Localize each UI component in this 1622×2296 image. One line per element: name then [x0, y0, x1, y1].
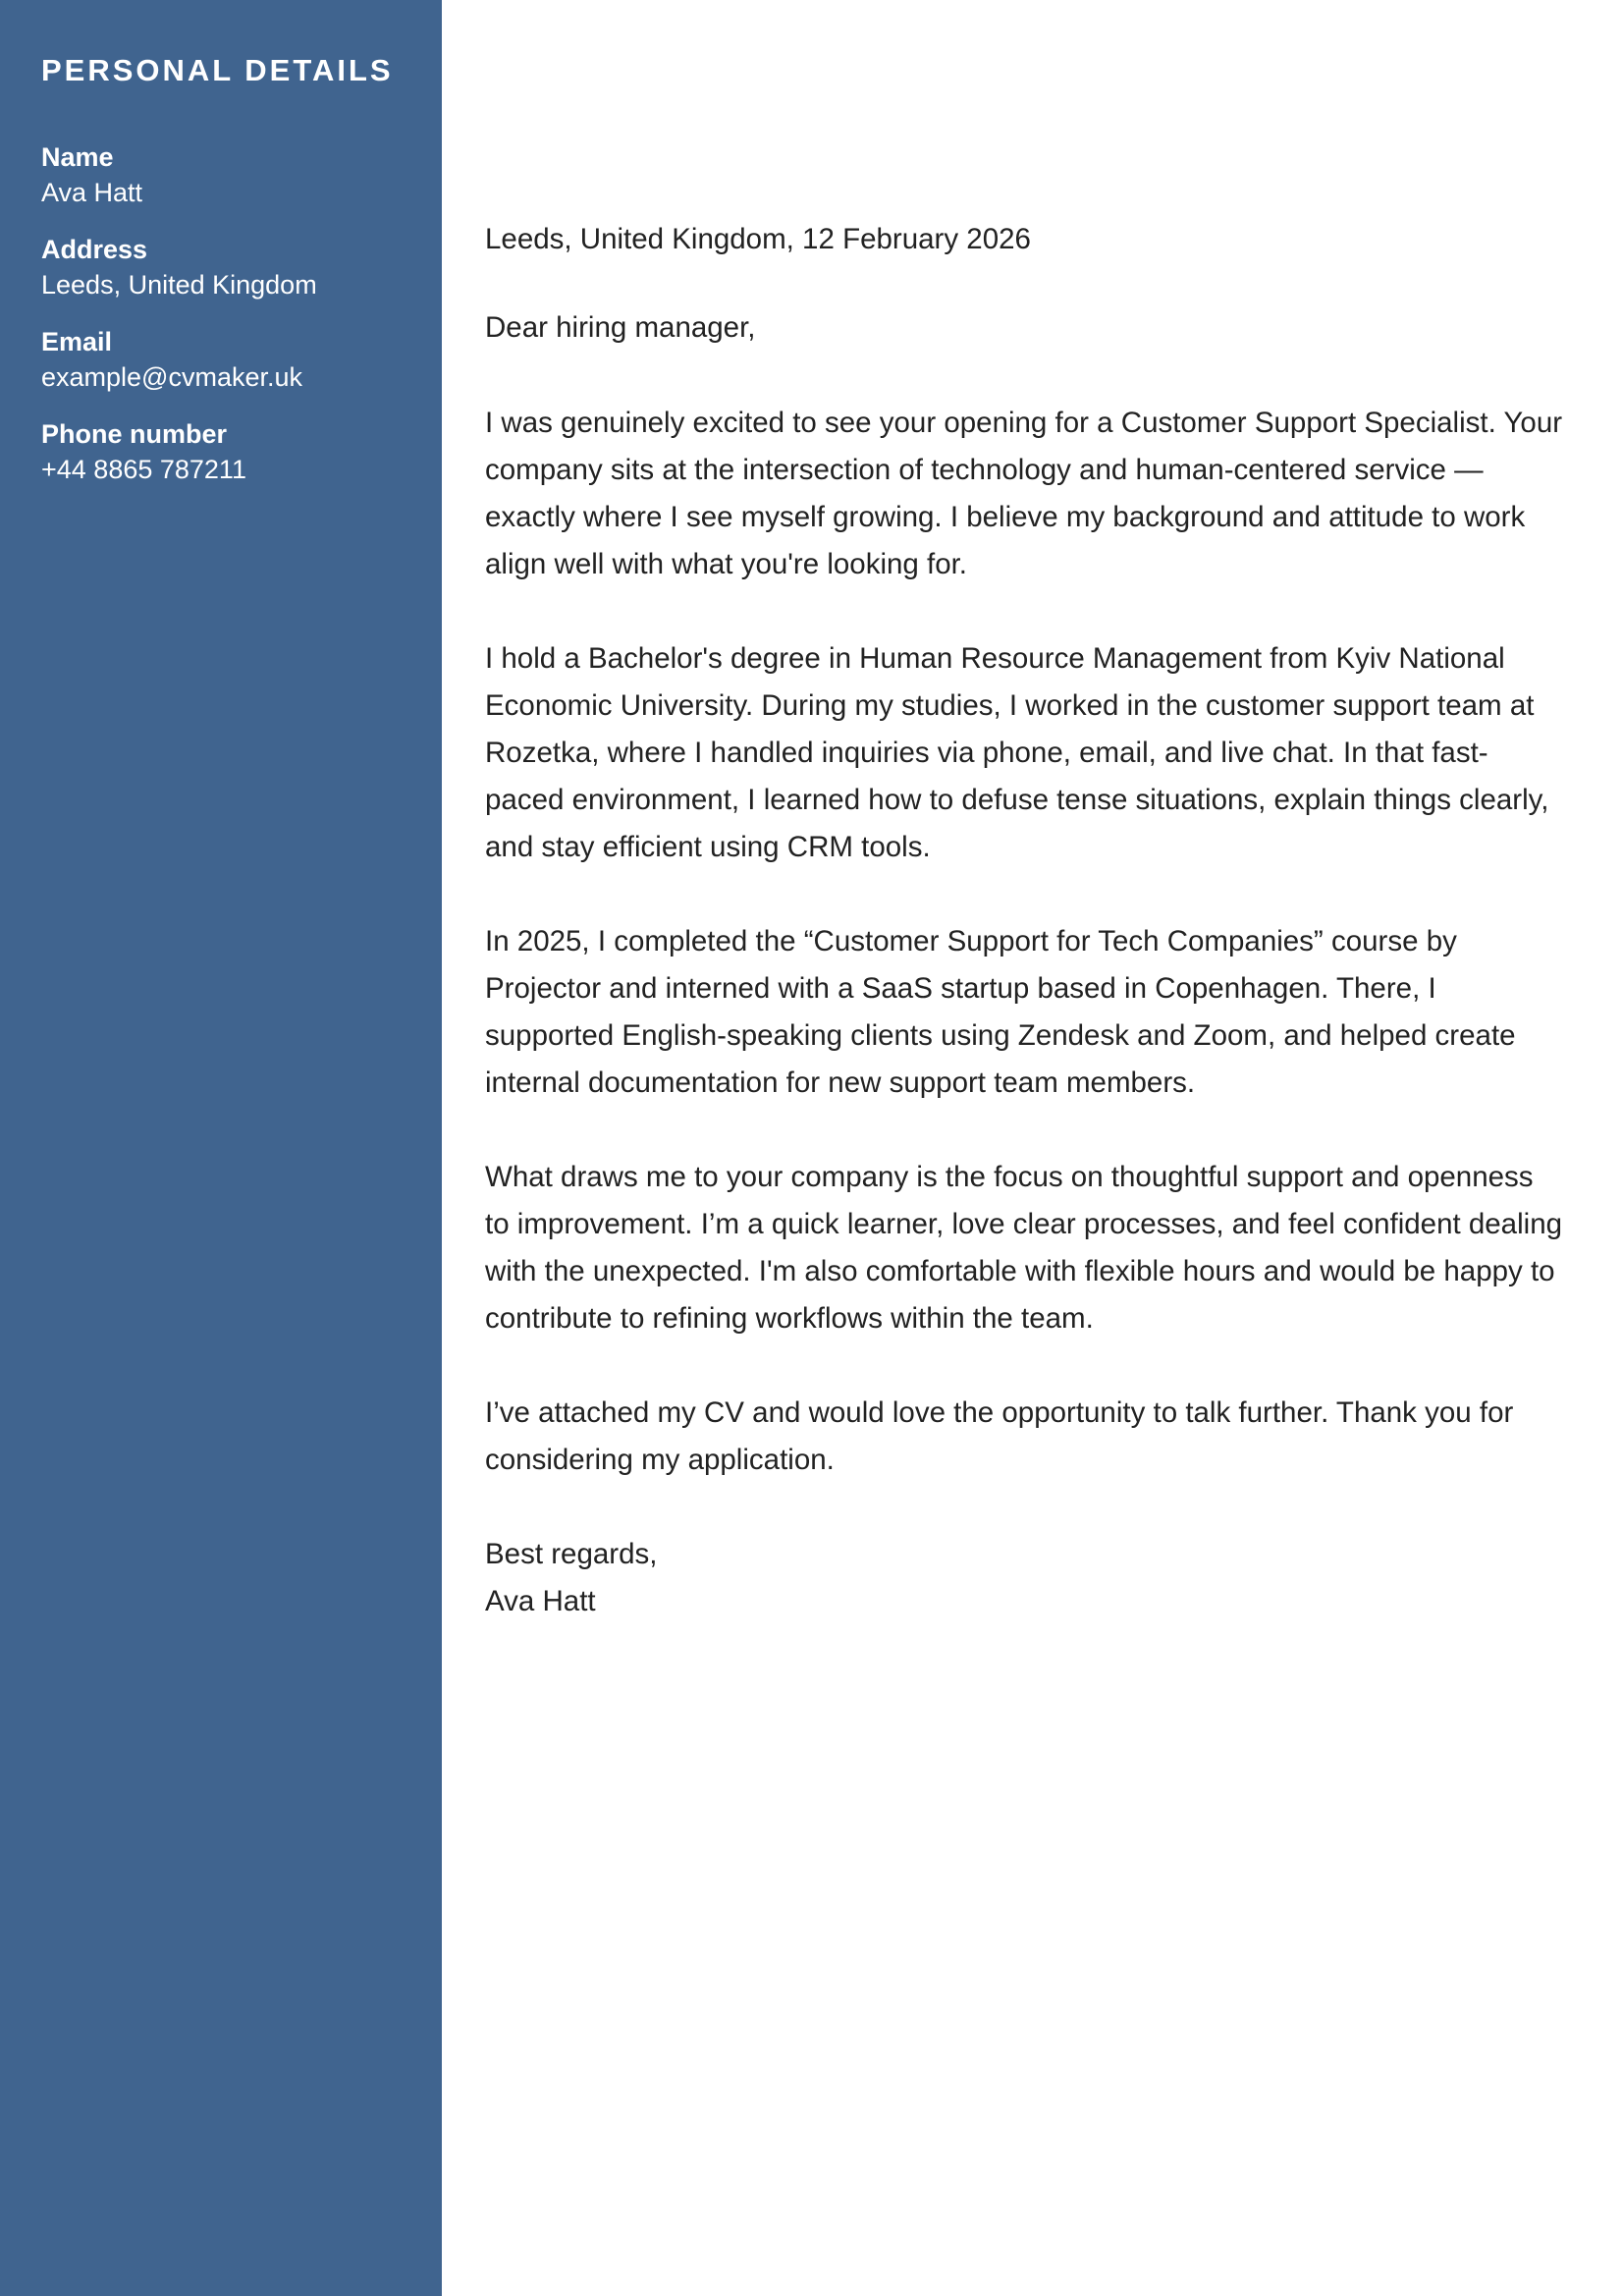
letter-signature: Ava Hatt: [485, 1585, 596, 1617]
letter-paragraph: In 2025, I completed the “Customer Support for Tech Companies” course by Projector and interned with a SaaS startup based in Copenhagen. There, I supported English-speaking clients using Zendesk and Zoom, and helped create internal documentation for new support team members.: [485, 925, 1516, 1099]
detail-address: [41, 232, 442, 302]
detail-label: Phone number: [41, 419, 228, 449]
detail-label: Email: [41, 327, 113, 356]
letter-greeting: Dear hiring manager,: [485, 311, 756, 344]
letter-paragraph: I hold a Bachelor's degree in Human Resource Management from Kyiv National Economic University. During my studies, I worked in the customer support team at Rozetka, where I handled inquiries via phone, email, and live chat. In that fast-paced environment, I learned how to defuse tense situations, explain things clearly, and stay efficient using CRM tools.: [485, 642, 1549, 863]
letter-paragraph: What draws me to your company is the focus on thoughtful support and openness to improvement. I’m a quick learner, love clear processes, and feel confident dealing with the unexpected. I'm also comfortable with flexible hours and would be happy to contribute to refining workflows within the team.: [485, 1161, 1563, 1335]
letter-paragraph: I’ve attached my CV and would love the opportunity to talk further. Thank you for considering my application.: [485, 1396, 1514, 1476]
sidebar-title: PERSONAL DETAILS: [41, 53, 394, 87]
detail-email: [41, 324, 442, 395]
detail-label: Address: [41, 235, 148, 264]
detail-label: Name: [41, 142, 114, 172]
detail-name: [41, 139, 442, 210]
detail-value: +44 8865 787211: [41, 455, 246, 484]
letter-date-line: Leeds, United Kingdom, 12 February 2026: [485, 223, 1031, 255]
detail-value: Leeds, United Kingdom: [41, 270, 317, 300]
letter-body: [485, 216, 1565, 1625]
detail-value: Ava Hatt: [41, 178, 143, 207]
detail-phone: [41, 416, 442, 487]
letter-closing: Best regards,: [485, 1538, 658, 1570]
personal-details-sidebar: [0, 0, 442, 2296]
detail-value: example@cvmaker.uk: [41, 362, 303, 392]
letter-paragraph: I was genuinely excited to see your opening for a Customer Support Specialist. Your company sits at the intersection of technology and human-centered service — exactly where I see myself growing. I believe my background and attitude to work align well with what you're looking for.: [485, 407, 1563, 580]
